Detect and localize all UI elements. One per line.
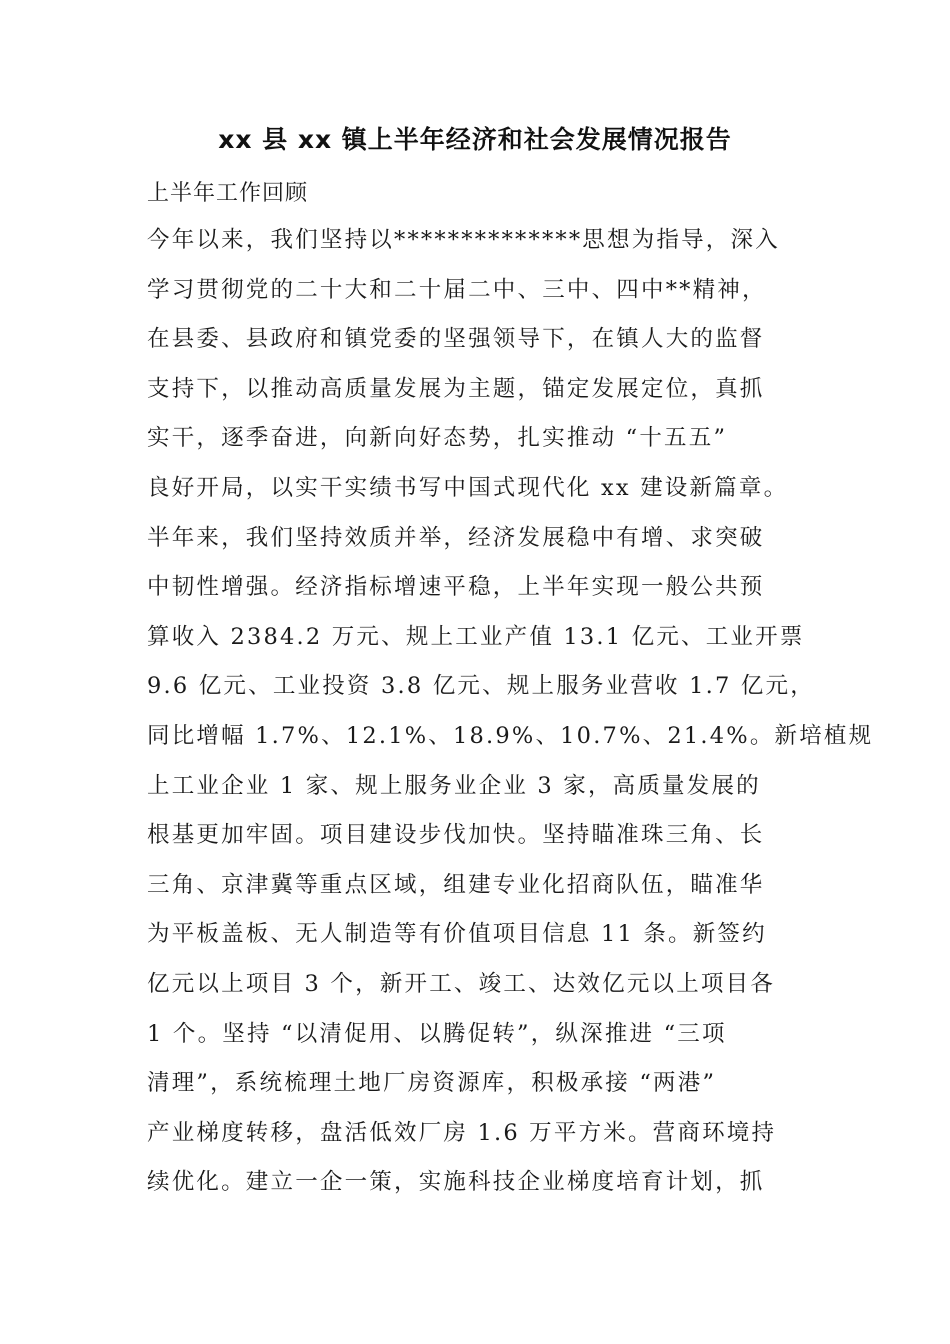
document-title: xx 县 xx 镇上半年经济和社会发展情况报告 [218, 125, 732, 154]
text-line: 学习贯彻党的二十大和二十届二中、三中、四中**精神， [147, 276, 767, 303]
text-line: 今年以来，我们坚持以**************思想为指导，深入 [147, 227, 780, 253]
text-line: 清理”，系统梳理土地厂房资源库，积极承接 “两港” [147, 1070, 717, 1097]
text-line: 9.6 亿元、工业投资 3.8 亿元、规上服务业营收 1.7 亿元， [147, 673, 815, 700]
body-paragraph [147, 222, 874, 1214]
text-line: 在县委、县政府和镇党委的坚强领导下，在镇人大的监督 [147, 326, 765, 353]
text-line: 支持下，以推动高质量发展为主题，锚定发展定位，真抓 [147, 375, 765, 402]
text-line: 实干，逐季奋进，向新向好态势，扎实推动 “十五五” [147, 425, 728, 452]
section-heading: 上半年工作回顾 [147, 181, 309, 206]
text-line: 上工业企业 1 家、规上服务业企业 3 家，高质量发展的 [147, 772, 761, 799]
text-line: 中韧性增强。经济指标增速平稳，上半年实现一般公共预 [147, 574, 765, 601]
text-line: 亿元以上项目 3 个，新开工、竣工、达效亿元以上项目各 [147, 970, 776, 997]
text-line: 同比增幅 1.7%、12.1%、18.9%、10.7%、21.4%。新培植规 [147, 722, 874, 749]
text-line: 良好开局，以实干实绩书写中国式现代化 xx 建设新篇章。 [147, 474, 789, 501]
text-line: 算收入 2384.2 万元、规上工业产值 13.1 亿元、工业开票 [147, 623, 805, 650]
text-line: 续优化。建立一企一策，实施科技企业梯度培育计划，抓 [147, 1169, 765, 1196]
text-line: 1 个。坚持 “以清促用、以腾促转”，纵深推进 “三项 [147, 1020, 727, 1047]
text-line: 为平板盖板、无人制造等有价值项目信息 11 条。新签约 [147, 921, 767, 948]
text-line: 根基更加牢固。项目建设步伐加快。坚持瞄准珠三角、长 [147, 822, 765, 849]
text-line: 半年来，我们坚持效质并举，经济发展稳中有增、求突破 [147, 524, 765, 551]
text-line: 三角、京津冀等重点区域，组建专业化招商队伍，瞄准华 [147, 871, 765, 898]
text-line: 产业梯度转移，盘活低效厂房 1.6 万平方米。营商环境持 [147, 1119, 777, 1146]
